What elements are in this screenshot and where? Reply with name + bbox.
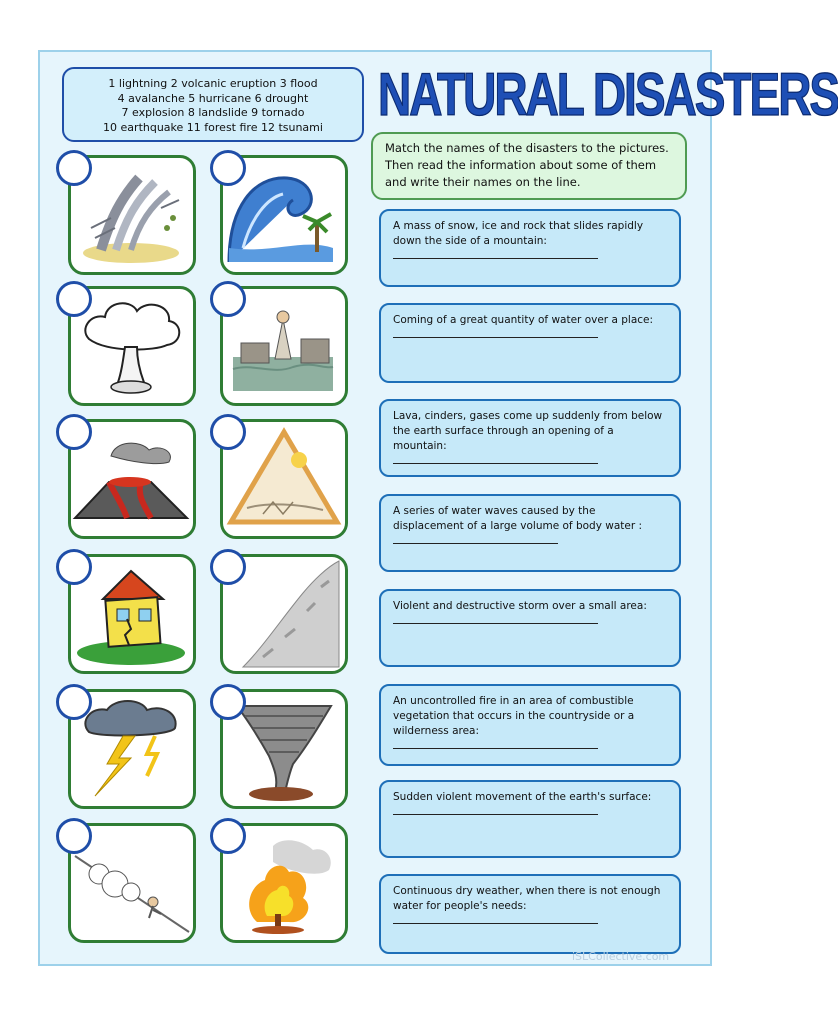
clue-text: Lava, cinders, gases come up suddenly from below the earth surface through an opening of a mountain: — [393, 410, 663, 452]
answer-circle[interactable] — [210, 684, 246, 720]
answer-line[interactable] — [393, 814, 598, 815]
answer-circle[interactable] — [56, 281, 92, 317]
clue-box-forest-fire — [379, 684, 681, 766]
clue-box-tsunami — [379, 494, 681, 572]
clue-text: A mass of snow, ice and rock that slides rapidly down the side of a mountain: — [393, 220, 644, 247]
answer-circle[interactable] — [56, 414, 92, 450]
clue-text: An uncontrolled fire in an area of combustible vegetation that occurs in the countryside or a wilderness area: — [393, 695, 635, 737]
answer-circle[interactable] — [56, 150, 92, 186]
watermark: iSLCollective.com — [572, 950, 670, 963]
answer-line[interactable] — [393, 623, 598, 624]
clue-box-avalanche — [379, 209, 681, 287]
clue-box-tornado — [379, 589, 681, 667]
word-bank-line-3: 7 explosion 8 landslide 9 tornado — [121, 106, 305, 119]
answer-circle[interactable] — [210, 414, 246, 450]
answer-line[interactable] — [393, 923, 598, 924]
clue-text: Coming of a great quantity of water over a place: — [393, 314, 654, 326]
word-bank-line-1: 1 lightning 2 volcanic eruption 3 flood — [108, 77, 318, 90]
clue-text: Violent and destructive storm over a small area: — [393, 600, 647, 612]
answer-line[interactable] — [393, 463, 598, 464]
answer-circle[interactable] — [210, 150, 246, 186]
clue-box-drought — [379, 874, 681, 954]
answer-circle[interactable] — [56, 818, 92, 854]
clue-text: Sudden violent movement of the earth's surface: — [393, 791, 652, 803]
answer-circle[interactable] — [210, 818, 246, 854]
answer-line[interactable] — [393, 337, 598, 338]
clue-box-volcanic-eruption — [379, 399, 681, 477]
answer-circle[interactable] — [210, 549, 246, 585]
clue-box-flood — [379, 303, 681, 383]
page-title: NATURAL DISASTERS — [378, 59, 838, 128]
clue-text: A series of water waves caused by the displacement of a large volume of body water : — [393, 505, 643, 532]
answer-circle[interactable] — [56, 549, 92, 585]
clue-box-earthquake — [379, 780, 681, 858]
answer-line[interactable] — [393, 543, 558, 544]
answer-circle[interactable] — [56, 684, 92, 720]
word-bank-line-4: 10 earthquake 11 forest fire 12 tsunami — [103, 120, 323, 134]
instructions-box: Match the names of the disasters to the pictures. Then read the information about some of them and write their names on the line. — [371, 132, 687, 200]
word-bank — [62, 67, 364, 142]
answer-line[interactable] — [393, 258, 598, 259]
word-bank-line-2: 4 avalanche 5 hurricane 6 drought — [117, 91, 309, 105]
answer-line[interactable] — [393, 748, 598, 749]
clue-text: Continuous dry weather, when there is not enough water for people's needs: — [393, 885, 661, 912]
answer-circle[interactable] — [210, 281, 246, 317]
